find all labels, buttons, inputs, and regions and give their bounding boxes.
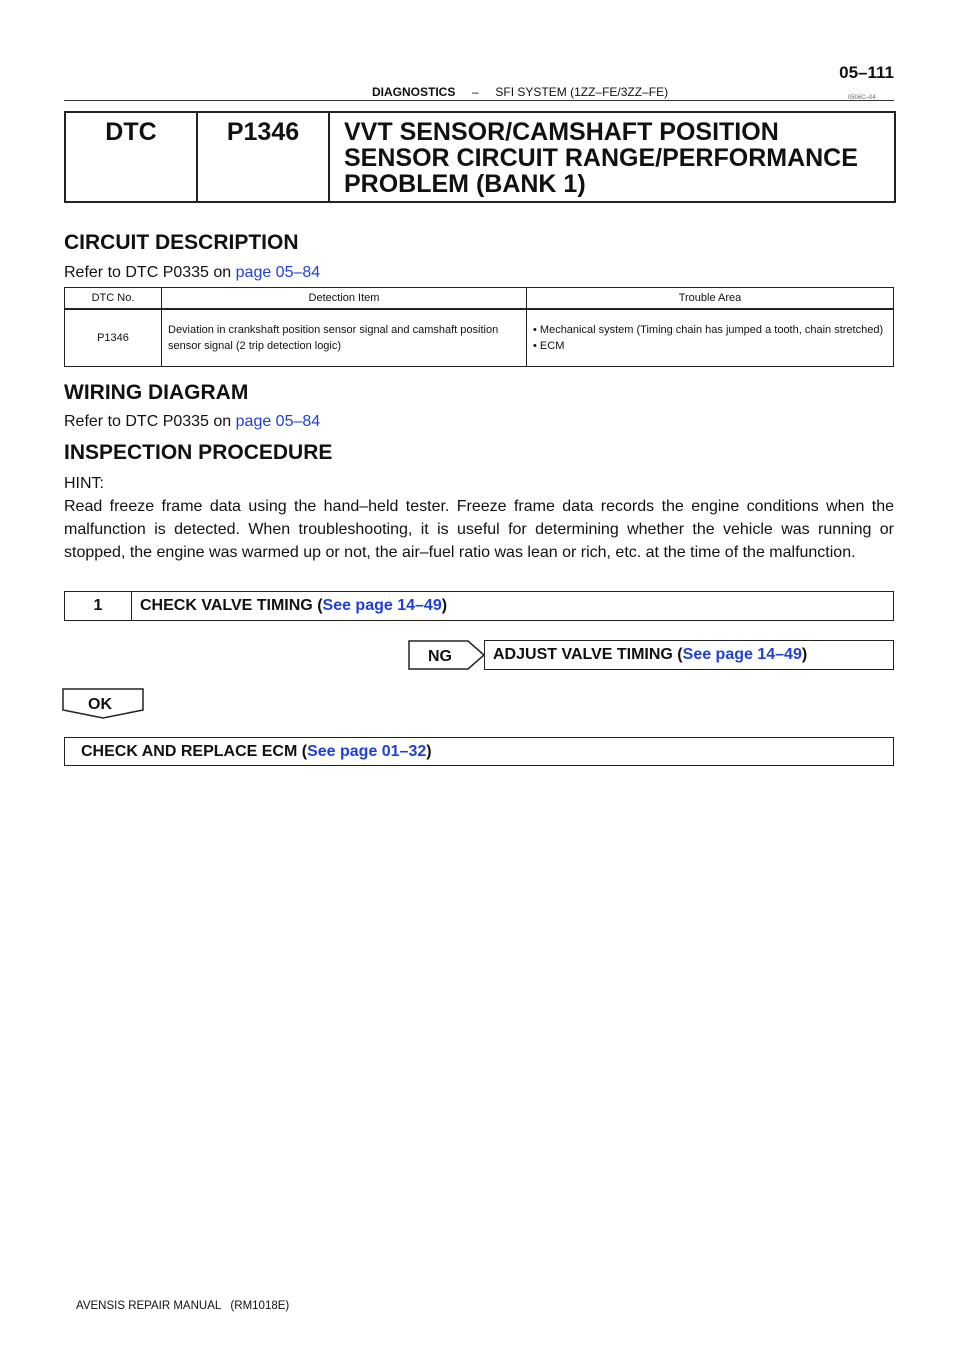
dtc-title-line: VVT SENSOR/CAMSHAFT POSITION — [344, 118, 779, 146]
refer-text: Refer to DTC P0335 on — [64, 413, 236, 430]
ng-action-box — [484, 640, 894, 670]
column-header: Detection Item — [162, 288, 527, 310]
dtc-title — [330, 113, 894, 201]
refer-text: Refer to DTC P0335 on — [64, 264, 236, 281]
final-action-label: CHECK AND REPLACE ECM ( — [81, 743, 308, 760]
ok-label: OK — [88, 696, 112, 713]
dtc-title-box — [64, 111, 896, 203]
step-label: CHECK VALVE TIMING ( — [140, 597, 323, 614]
dtc-title-line: PROBLEM (BANK 1) — [344, 170, 586, 198]
header-rule — [64, 100, 894, 101]
column-header: DTC No. — [65, 288, 162, 310]
final-action-box — [64, 737, 894, 766]
header-subsection: SFI SYSTEM (1ZZ–FE/3ZZ–FE) — [495, 85, 669, 99]
table-row — [65, 309, 894, 367]
dtc-title-line: SENSOR CIRCUIT RANGE/PERFORMANCE — [344, 144, 858, 172]
footer: AVENSIS REPAIR MANUAL (RM1018E) — [76, 1300, 290, 1312]
trouble-area-cell — [527, 309, 894, 367]
ng-action-label: ADJUST VALVE TIMING ( — [493, 646, 683, 663]
page-link[interactable]: page 05–84 — [235, 264, 321, 281]
trouble-area-item: • Mechanical system (Timing chain has jumped a tooth, chain stretched) — [533, 324, 884, 336]
page-link[interactable]: page 05–84 — [235, 413, 321, 430]
dtc-label: DTC — [66, 113, 198, 201]
doc-code: 0506C–04 — [848, 95, 876, 101]
step-text — [132, 592, 447, 620]
running-header — [372, 85, 668, 99]
ng-label: NG — [428, 648, 452, 665]
step-close: ) — [441, 597, 448, 614]
circuit-description-text — [64, 261, 320, 284]
inspection-procedure-heading: INSPECTION PROCEDURE — [64, 441, 333, 464]
hint-text: Read freeze frame data using the hand–held tester. Freeze frame data records the engine conditions when the malfunction is detected. When troubleshooting, it is useful for determining whether the vehicle was running or stopped, the engine was warmed up or not, the air–fuel ratio was lean or rich, etc. at the time of the malfunction. — [64, 498, 894, 561]
step-page-link[interactable]: See page 14–49 — [322, 597, 442, 614]
page-number: 05–111 — [839, 63, 894, 82]
detection-item-cell: Deviation in crankshaft position sensor signal and camshaft position sensor signal (2 trip detection logic) — [162, 309, 527, 367]
step-1-box — [64, 591, 894, 621]
final-close: ) — [426, 743, 432, 760]
dtc-table — [64, 287, 894, 367]
circuit-description-heading: CIRCUIT DESCRIPTION — [64, 231, 299, 254]
ng-page-link[interactable]: See page 14–49 — [682, 646, 802, 663]
ok-arrow — [62, 688, 146, 720]
trouble-area-item: • ECM — [533, 340, 565, 352]
header-separator: – — [472, 85, 479, 99]
final-page-link[interactable]: See page 01–32 — [307, 743, 427, 760]
step-number: 1 — [65, 592, 132, 620]
wiring-diagram-heading: WIRING DIAGRAM — [64, 381, 249, 404]
dtc-code: P1346 — [198, 113, 330, 201]
ng-arrow — [408, 640, 486, 670]
wiring-diagram-text — [64, 410, 320, 433]
hint-label: HINT: — [64, 475, 104, 492]
ng-close: ) — [801, 646, 808, 663]
dtc-number-cell: P1346 — [65, 309, 162, 367]
header-section: DIAGNOSTICS — [372, 85, 456, 99]
column-header: Trouble Area — [527, 288, 894, 310]
